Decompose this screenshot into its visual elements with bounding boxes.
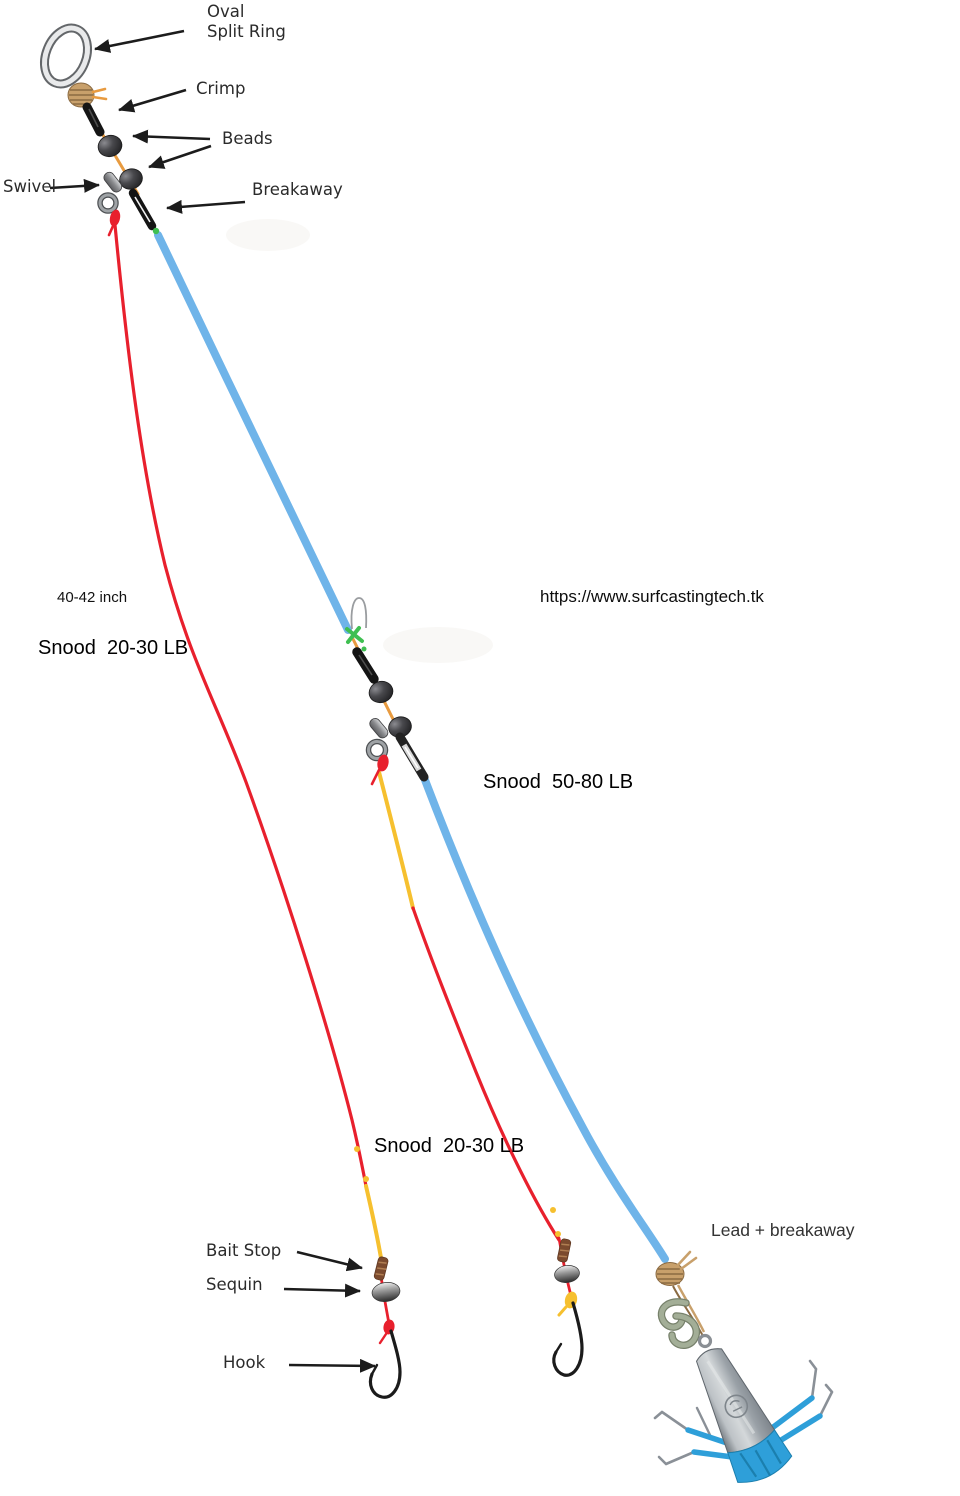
snood-left-yellow-end	[366, 1186, 381, 1258]
crimp-tube-middle	[357, 652, 374, 679]
arrow-beads-lower	[149, 146, 211, 167]
breakaway-tube-top	[133, 193, 159, 234]
snood-left-red	[115, 225, 366, 1186]
label-crimp: Crimp	[196, 79, 246, 98]
bait-stop	[373, 1256, 388, 1281]
arrow-crimp	[119, 90, 186, 110]
rig-body-line-lower	[425, 780, 665, 1259]
snood-stop-dot	[550, 1207, 556, 1213]
bait-clip-wire	[351, 598, 366, 629]
snood-stop-dot	[555, 1231, 561, 1237]
lead-weight	[680, 1338, 795, 1490]
label-snood-length: 40-42 inch	[57, 589, 128, 606]
oval-split-ring	[37, 22, 96, 91]
snood-mid-red	[413, 908, 559, 1240]
arrow-sequin	[284, 1289, 360, 1291]
crimp-tube	[87, 107, 100, 132]
rig-body-line-upper	[158, 235, 348, 630]
label-lead-breakaway: Lead + breakaway	[711, 1220, 855, 1240]
label-snood-bottom: Snood 20-30 LB	[374, 1135, 525, 1157]
label-breakaway: Breakaway	[252, 180, 343, 199]
snood-mid-yellow	[379, 772, 413, 908]
lead-eye	[700, 1336, 711, 1347]
swivel-middle	[368, 716, 390, 758]
watermark-ghosts	[226, 219, 493, 663]
breakaway-tube-middle	[400, 737, 424, 777]
label-snood-top: Snood 20-30 LB	[38, 637, 189, 659]
arrow-beads-upper	[133, 136, 210, 139]
arrow-breakaway	[167, 202, 245, 208]
arrow-swivel	[50, 185, 99, 188]
hook	[370, 1331, 400, 1397]
label-sequin: Sequin	[206, 1275, 263, 1294]
snood-stop-dot	[354, 1146, 360, 1152]
label-oval-split-ring: Oval Split Ring	[207, 2, 286, 41]
watermark-url: https://www.surfcastingtech.tk	[540, 587, 764, 606]
label-snood-main: Snood 50-80 LB	[483, 771, 634, 793]
snood-stop-dot	[363, 1176, 369, 1182]
label-swivel: Swivel	[3, 177, 57, 196]
arrow-hook	[289, 1365, 375, 1366]
sequin	[553, 1264, 580, 1284]
arrow-bait-stop	[297, 1252, 362, 1268]
arrow-oval-split-ring	[95, 31, 184, 49]
label-bait-stop: Bait Stop	[206, 1241, 282, 1260]
sequin	[371, 1281, 401, 1304]
label-hook: Hook	[223, 1353, 266, 1372]
label-beads: Beads	[222, 129, 273, 148]
